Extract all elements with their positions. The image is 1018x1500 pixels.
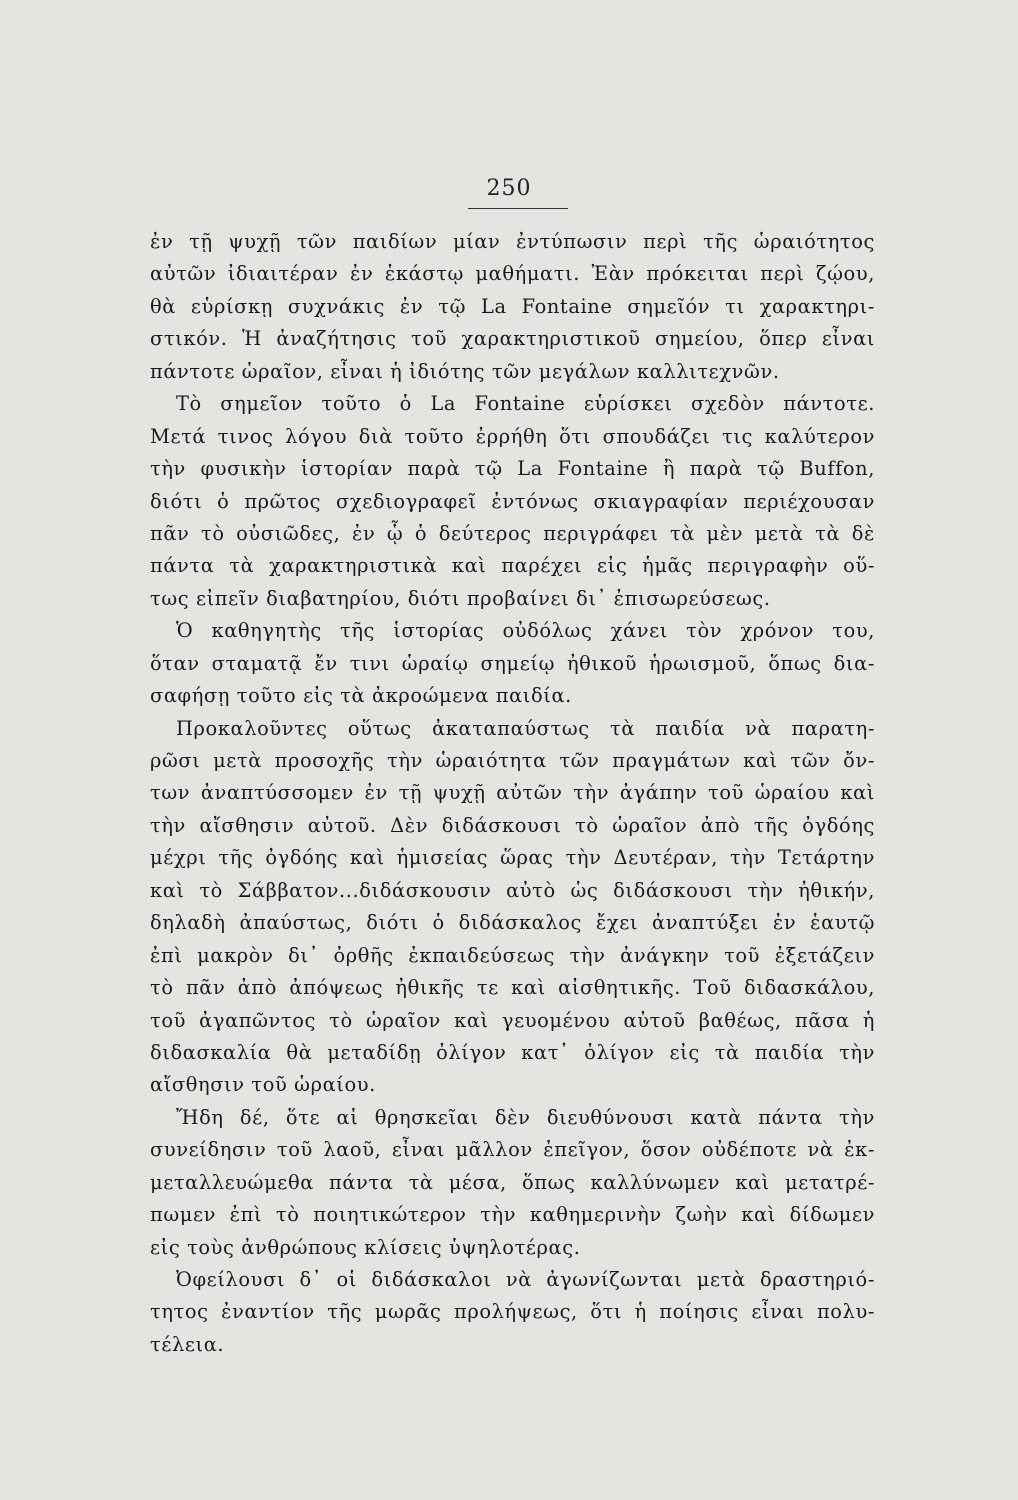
paragraph-start-line: Ἤδη δέ, ὅτε αἱ θρησκεῖαι δὲν διευθύνουσι κατὰ πάντα τὴν <box>176 1105 875 1129</box>
paragraph-start-line: Ὀφείλουσι δ᾽ οἱ διδάσκαλοι νὰ ἀγωνίζωνται μετὰ δραστηριό- <box>176 1268 875 1291</box>
text-line: τητος ἐναντίον τῆς μωρᾶς προλήψεως, ὅτι ἡ ποίησις εἶναι πολυ- <box>150 1300 875 1324</box>
text-line: Μετά τινος λόγου διὰ τοῦτο ἐρρήθη ὅτι σπουδάζει τις καλύτερον <box>150 424 875 448</box>
text-line: πᾶν τὸ οὐσιῶδες, ἐν ᾧ ὁ δεύτερος περιγράφει τὰ μὲν μετὰ τὰ δὲ <box>150 521 875 545</box>
text-line: πωμεν ἐπὶ τὸ ποιητικώτερον τὴν καθημερινὴν ζωὴν καὶ δίδωμεν <box>150 1203 875 1227</box>
paragraph-start-line: Προκαλοῦντες οὕτως ἀκαταπαύστως τὰ παιδία νὰ παρατη- <box>176 716 875 740</box>
page-number: 250 <box>486 176 532 201</box>
text-line: τοῦ ἀγαπῶντος τὸ ὡραῖον καὶ γευομένου αὐτοῦ βαθέως, πᾶσα ἡ <box>150 1008 875 1032</box>
text-line: τὴν φυσικὴν ἱστορίαν παρὰ τῷ La Fontaine ἢ παρὰ τῷ Buffon, <box>150 457 875 481</box>
text-line: ὅταν σταματᾷ ἔν τινι ὡραίῳ σημείῳ ἠθικοῦ ἡρωισμοῦ, ὅπως δια- <box>150 651 875 675</box>
paragraph-start-line: Τὸ σημεῖον τοῦτο ὁ La Fontaine εὑρίσκει σχεδὸν πάντοτε. <box>176 392 875 416</box>
text-line: συνείδησιν τοῦ λαοῦ, εἶναι μᾶλλον ἐπεῖγον, ὅσον οὐδέποτε νὰ ἐκ- <box>150 1138 875 1162</box>
paragraph-start-line: Ὁ καθηγητὴς τῆς ἱστορίας οὐδόλως χάνει τὸν χρόνον του, <box>176 619 875 643</box>
text-line: σαφήσῃ τοῦτο εἰς τὰ ἀκροώμενα παιδία. <box>150 684 572 708</box>
text-line: στικόν. Ἡ ἀναζήτησις τοῦ χαρακτηριστικοῦ σημείου, ὅπερ εἶναι <box>150 327 875 351</box>
text-line: μέχρι τῆς ὀγδόης καὶ ἡμισείας ὥρας τὴν Δευτέραν, τὴν Τετάρτην <box>150 846 875 870</box>
text-line: πάντοτε ὡραῖον, εἶναι ἡ ἰδιότης τῶν μεγάλων καλλιτεχνῶν. <box>150 359 780 383</box>
text-line: αἴσθησιν τοῦ ὡραίου. <box>150 1073 376 1097</box>
text-line: διότι ὁ πρῶτος σχεδιογραφεῖ ἐντόνως σκιαγραφίαν περιέχουσαν <box>150 489 875 513</box>
text-line: πάντα τὰ χαρακτηριστικὰ καὶ παρέχει εἰς ἡμᾶς περιγραφὴν οὕ- <box>150 554 875 578</box>
body-text <box>150 226 875 1361</box>
text-line: τέλεια. <box>150 1332 225 1356</box>
text-line: μεταλλευώμεθα πάντα τὰ μέσα, ὅπως καλλύνωμεν καὶ μετατρέ- <box>150 1170 875 1194</box>
text-line: ρῶσι μετὰ προσοχῆς τὴν ὡραιότητα τῶν πραγμάτων καὶ τῶν ὄν- <box>150 749 875 772</box>
text-line: ἐν τῇ ψυχῇ τῶν παιδίων μίαν ἐντύπωσιν περὶ τῆς ὡραιότητος <box>150 230 875 253</box>
text-line: τὸ πᾶν ἀπὸ ἀπόψεως ἠθικῆς τε καὶ αἰσθητικῆς. Τοῦ διδασκάλου, <box>150 976 875 1000</box>
text-line: αὐτῶν ἰδιαιτέραν ἐν ἑκάστῳ μαθήματι. Ἐὰν πρόκειται περὶ ζῴου, <box>150 262 875 286</box>
text-line: των ἀναπτύσσομεν ἐν τῇ ψυχῇ αὐτῶν τὴν ἀγάπην τοῦ ὡραίου καὶ <box>150 781 875 805</box>
text-line: θὰ εὑρίσκῃ συχνάκις ἐν τῷ La Fontaine σημεῖόν τι χαρακτηρι- <box>150 294 875 318</box>
text-line: δηλαδὴ ἀπαύστως, διότι ὁ διδάσκαλος ἔχει ἀναπτύξει ἐν ἑαυτῷ <box>150 911 875 935</box>
text-line: καὶ τὸ Σάββατον...διδάσκουσιν αὐτὸ ὡς διδάσκουσι τὴν ἠθικήν, <box>150 878 875 902</box>
header-rule <box>468 208 568 209</box>
text-line: τως εἰπεῖν διαβατηρίου, διότι προβαίνει δι᾽ ἐπισωρεύσεως. <box>150 586 771 610</box>
text-line: εἰς τοὺς ἀνθρώπους κλίσεις ὑψηλοτέρας. <box>150 1235 581 1259</box>
text-line: τὴν αἴσθησιν αὐτοῦ. Δὲν διδάσκουσι τὸ ὡραῖον ἀπὸ τῆς ὀγδόης <box>150 813 875 837</box>
text-line: ἐπὶ μακρὸν δι᾽ ὀρθῆς ἐκπαιδεύσεως τὴν ἀνάγκην τοῦ ἐξετάζειν <box>150 943 875 967</box>
text-line: διδασκαλία θὰ μεταδίδῃ ὀλίγον κατ᾽ ὀλίγον εἰς τὰ παιδία τὴν <box>150 1040 875 1064</box>
